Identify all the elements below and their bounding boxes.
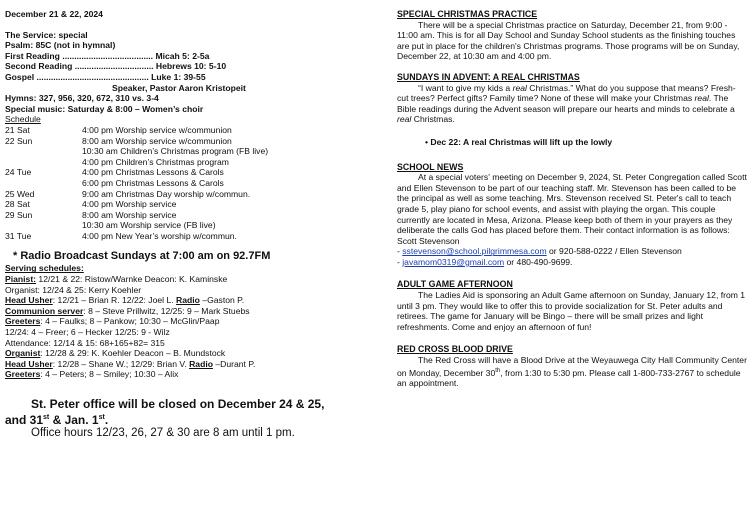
readings-list xyxy=(5,51,370,83)
schedule-row xyxy=(5,199,268,210)
blood-text-a: The Red Cross will have a Blood Drive at the Weyauwega City Hall Community Center on Monday, December 30 xyxy=(397,355,747,378)
head-usher-label: Head Usher xyxy=(5,295,53,306)
contact-dash: - xyxy=(397,256,403,267)
reading-dots: ...................................... xyxy=(59,50,156,61)
pianist-line xyxy=(5,274,370,285)
blood-text-b: , from 1:30 to 5:30 pm. Please call 1-800-733-2767 to schedule an appointment. xyxy=(397,367,741,389)
bulletin-date: December 21 & 22, 2024 xyxy=(5,9,103,19)
reading-dots: ................................. xyxy=(72,61,156,72)
schedule-event: 8:00 am Worship service xyxy=(82,209,177,220)
communion-label: Communion server xyxy=(5,305,84,316)
communion-text: : 8 – Steve Prillwitz, 12/25: 9 – Mark Stuebs xyxy=(83,305,250,316)
game-section xyxy=(397,279,747,332)
advent-em-2: real xyxy=(694,93,709,104)
speaker-line: Speaker, Pastor Aaron Kristopeit xyxy=(112,82,246,93)
practice-text: There will be a special Christmas practice on Saturday, December 21, from 9:00 - 11:00 am. This is for all Day School and Sunday School students as the finishing touches are put in place for the children's Christmas programs. Those programs will be on Sunday, December 22, at 10:30 am and 4:00 pm. xyxy=(397,19,740,62)
head-usher-text: : 12/21 – Brian R. 12/22: Joel L. xyxy=(52,295,177,306)
advent-title: SUNDAYS IN ADVENT: A REAL CHRISTMAS xyxy=(397,71,580,82)
blood-sup: th xyxy=(495,367,501,374)
schedule-event: 4:00 pm Worship service w/communion xyxy=(82,124,232,135)
radio-label: Radio xyxy=(189,358,213,369)
office-text-a: and 31 xyxy=(5,413,44,427)
school-title: SCHOOL NEWS xyxy=(397,161,464,172)
schedule-day: 28 Sat xyxy=(5,199,30,210)
advent-text xyxy=(397,83,747,125)
schedule-row xyxy=(5,125,268,136)
blood-section xyxy=(397,344,747,388)
advent-text-b: Christmas.” What do you suppose that means? Fresh-cut trees? Perfect gifts? Family time? None of these will make your Christmas xyxy=(397,82,736,104)
greeters-text: : 4 – Faulks; 8 – Pankow; 10:30 – McGlin/Paap xyxy=(40,316,220,327)
attendance-line: Attendance: 12/14 & 15: 68+165+82= 315 xyxy=(5,337,165,348)
schedule-event: 8:00 am Worship service w/communion xyxy=(82,135,232,146)
radio-label: Radio xyxy=(176,295,200,306)
organist-line-2 xyxy=(5,348,370,359)
schedule-event: 10:30 am Children’s Christmas program (FB live) xyxy=(82,146,269,157)
radio-broadcast-line: * Radio Broadcast Sundays at 7:00 am on 92.7FM xyxy=(13,250,271,263)
schedule-day: 29 Sun xyxy=(5,209,33,220)
contact-text-1: or 920-588-0222 / Ellen Stevenson xyxy=(546,246,682,257)
reading-row xyxy=(5,51,370,62)
schedule-day xyxy=(5,220,82,231)
schedule-event: 4:00 pm Christmas Lessons & Carols xyxy=(82,167,224,178)
advent-bullet: • Dec 22: A real Christmas will lift up the lowly xyxy=(425,136,613,147)
greeters-line-1 xyxy=(5,316,370,327)
schedule-event: 10:30 am Worship service (FB live) xyxy=(82,220,216,231)
schedule-day xyxy=(5,178,82,189)
reading-ref: Luke 1: 39-55 xyxy=(151,71,206,82)
blood-title: RED CROSS BLOOD DRIVE xyxy=(397,344,513,355)
schedule-event: 4:00 pm Children’s Christmas program xyxy=(82,156,229,167)
office-sup-2: st xyxy=(98,414,105,421)
reading-name: First Reading xyxy=(5,50,60,61)
contact-text-2: or 480-490-9699. xyxy=(504,256,573,267)
greeters-label: Greeters xyxy=(5,369,41,380)
contact-line-2 xyxy=(397,257,747,268)
email-link-2[interactable]: javamom0319@gmail.com xyxy=(402,256,505,267)
schedule-row xyxy=(5,178,268,189)
pianist-label: Pianist: xyxy=(5,274,37,285)
practice-title: SPECIAL CHRISTMAS PRACTICE xyxy=(397,9,538,19)
advent-em-1: real xyxy=(512,82,527,93)
contact-line-1 xyxy=(397,246,747,257)
blood-text xyxy=(397,355,747,389)
reading-name: Gospel xyxy=(5,71,35,82)
office-sup-1: st xyxy=(43,414,50,421)
advent-text-a: “I want to give my kids a xyxy=(418,82,513,93)
reading-row xyxy=(5,61,370,72)
schedule-day: 25 Wed xyxy=(5,188,35,199)
office-closed-line-2 xyxy=(5,411,370,427)
special-music-line: Special music: Saturday & 8:00 – Women’s choir xyxy=(5,103,204,114)
schedule-row xyxy=(5,157,268,168)
serving-schedules-label: Serving schedules: xyxy=(5,263,84,274)
schedule-event: 9:00 am Christmas Day worship w/commun. xyxy=(82,188,251,199)
communion-line xyxy=(5,306,370,317)
schedule-day: 22 Sun xyxy=(5,135,33,146)
schedule-event: 4:00 pm Worship service xyxy=(82,199,177,210)
head-usher-line-1 xyxy=(5,295,370,306)
schedule-day: 21 Sat xyxy=(5,124,30,135)
schedule-row xyxy=(5,136,268,147)
left-column xyxy=(5,0,370,440)
advent-section xyxy=(397,72,747,148)
right-column xyxy=(397,0,747,396)
schedule-day: 31 Tue xyxy=(5,230,32,241)
reading-ref: Micah 5: 2-5a xyxy=(155,50,210,61)
office-hours-line: Office hours 12/23, 26, 27 & 30 are 8 am until 1 pm. xyxy=(31,427,295,439)
schedule-label: Schedule xyxy=(5,114,41,125)
hymns-line: Hymns: 327, 956, 320, 672, 310 vs. 3-4 xyxy=(5,93,159,104)
office-closed-line-1: St. Peter office will be closed on December 24 & 25, xyxy=(31,397,325,411)
head-usher-text: : 12/28 – Shane W.; 12/29: Brian V. xyxy=(52,358,190,369)
office-text-b: & Jan. 1 xyxy=(49,413,99,427)
schedule-row xyxy=(5,189,268,200)
reading-name: Second Reading xyxy=(5,61,73,72)
schedule-day: 24 Tue xyxy=(5,167,32,178)
schedule-day xyxy=(5,146,82,157)
head-usher-label: Head Usher xyxy=(5,358,53,369)
pianist-text: 12/21 & 22: Ristow/Warnke Deacon: K. Kaminske xyxy=(36,274,228,285)
email-link-1[interactable]: sstevenson@school.pilgrimmesa.com xyxy=(402,246,547,257)
game-title: ADULT GAME AFTERNOON xyxy=(397,279,513,290)
psalm-line: Psalm: 85C (not in hymnal) xyxy=(5,40,116,51)
reading-ref: Hebrews 10: 5-10 xyxy=(155,61,227,72)
schedule-event: 4:00 pm New Year’s worship w/commun. xyxy=(82,230,237,241)
contact-dash: - xyxy=(397,246,403,257)
game-text: The Ladies Aid is sponsoring an Adult Game afternoon on Sunday, January 12, from 1 until 3 pm. They would like to offer this to provide socialization for St. Peter adults and retirees. The game for January will be Bingo – there will be small prizes and light refreshments. Come and enjoy an afternoon of fun! xyxy=(397,290,746,332)
radio-text: –Durant P. xyxy=(212,358,256,369)
service-label: The Service: special xyxy=(5,29,88,40)
schedule-row xyxy=(5,210,268,221)
organist-text: : 12/28 & 29: K. Koehler Deacon – B. Mundstock xyxy=(40,348,226,359)
office-text-c: . xyxy=(104,413,109,427)
radio-text: –Gaston P. xyxy=(199,295,245,306)
greeters-label: Greeters xyxy=(5,316,41,327)
advent-text-d: Christmas. xyxy=(411,114,455,125)
organist-label: Organist xyxy=(5,348,41,359)
schedule-row xyxy=(5,231,268,242)
practice-section xyxy=(397,9,747,62)
reading-row xyxy=(5,72,370,83)
organist-line-1: Organist: 12/24 & 25: Kerry Koehler xyxy=(5,284,142,295)
school-section xyxy=(397,162,747,268)
advent-em-3: real xyxy=(397,114,412,125)
schedule-day xyxy=(5,157,82,168)
reading-dots: ............................................... xyxy=(34,71,152,82)
school-text: At a special voters' meeting on December 9, 2024, St. Peter Congregation called Scott and Ellen Stevenson to be part of our teaching staff. Mr. Stevenson has been called to be the principal as well as some teaching. Mrs. Stevenson received St. Peter's call to teach grade 5, play piano for school events, and assist with playing the organ. This couple currently are located in Mesa, Arizona. Please keep both of them in your prayers as they deliberate the calls God has placed before them. Their contact information is as follows: Scott Stevenson xyxy=(397,172,747,246)
line-1224: 12/24: 4 – Freer; 6 – Hecker 12/25: 9 - Wilz xyxy=(5,327,170,338)
schedule-row xyxy=(5,167,268,178)
schedule-row xyxy=(5,146,268,157)
schedule-event: 6:00 pm Christmas Lessons & Carols xyxy=(82,177,224,188)
greeters-line-2 xyxy=(5,369,370,380)
greeters-text: : 4 – Peters; 8 – Smiley; 10:30 – Alix xyxy=(40,369,179,380)
schedule-table xyxy=(5,125,268,242)
schedule-row xyxy=(5,220,268,231)
advent-text-c: . The Bible readings during the Advent season will prepare our hearts and minds to celebrate a xyxy=(397,93,735,114)
head-usher-line-2 xyxy=(5,359,370,370)
